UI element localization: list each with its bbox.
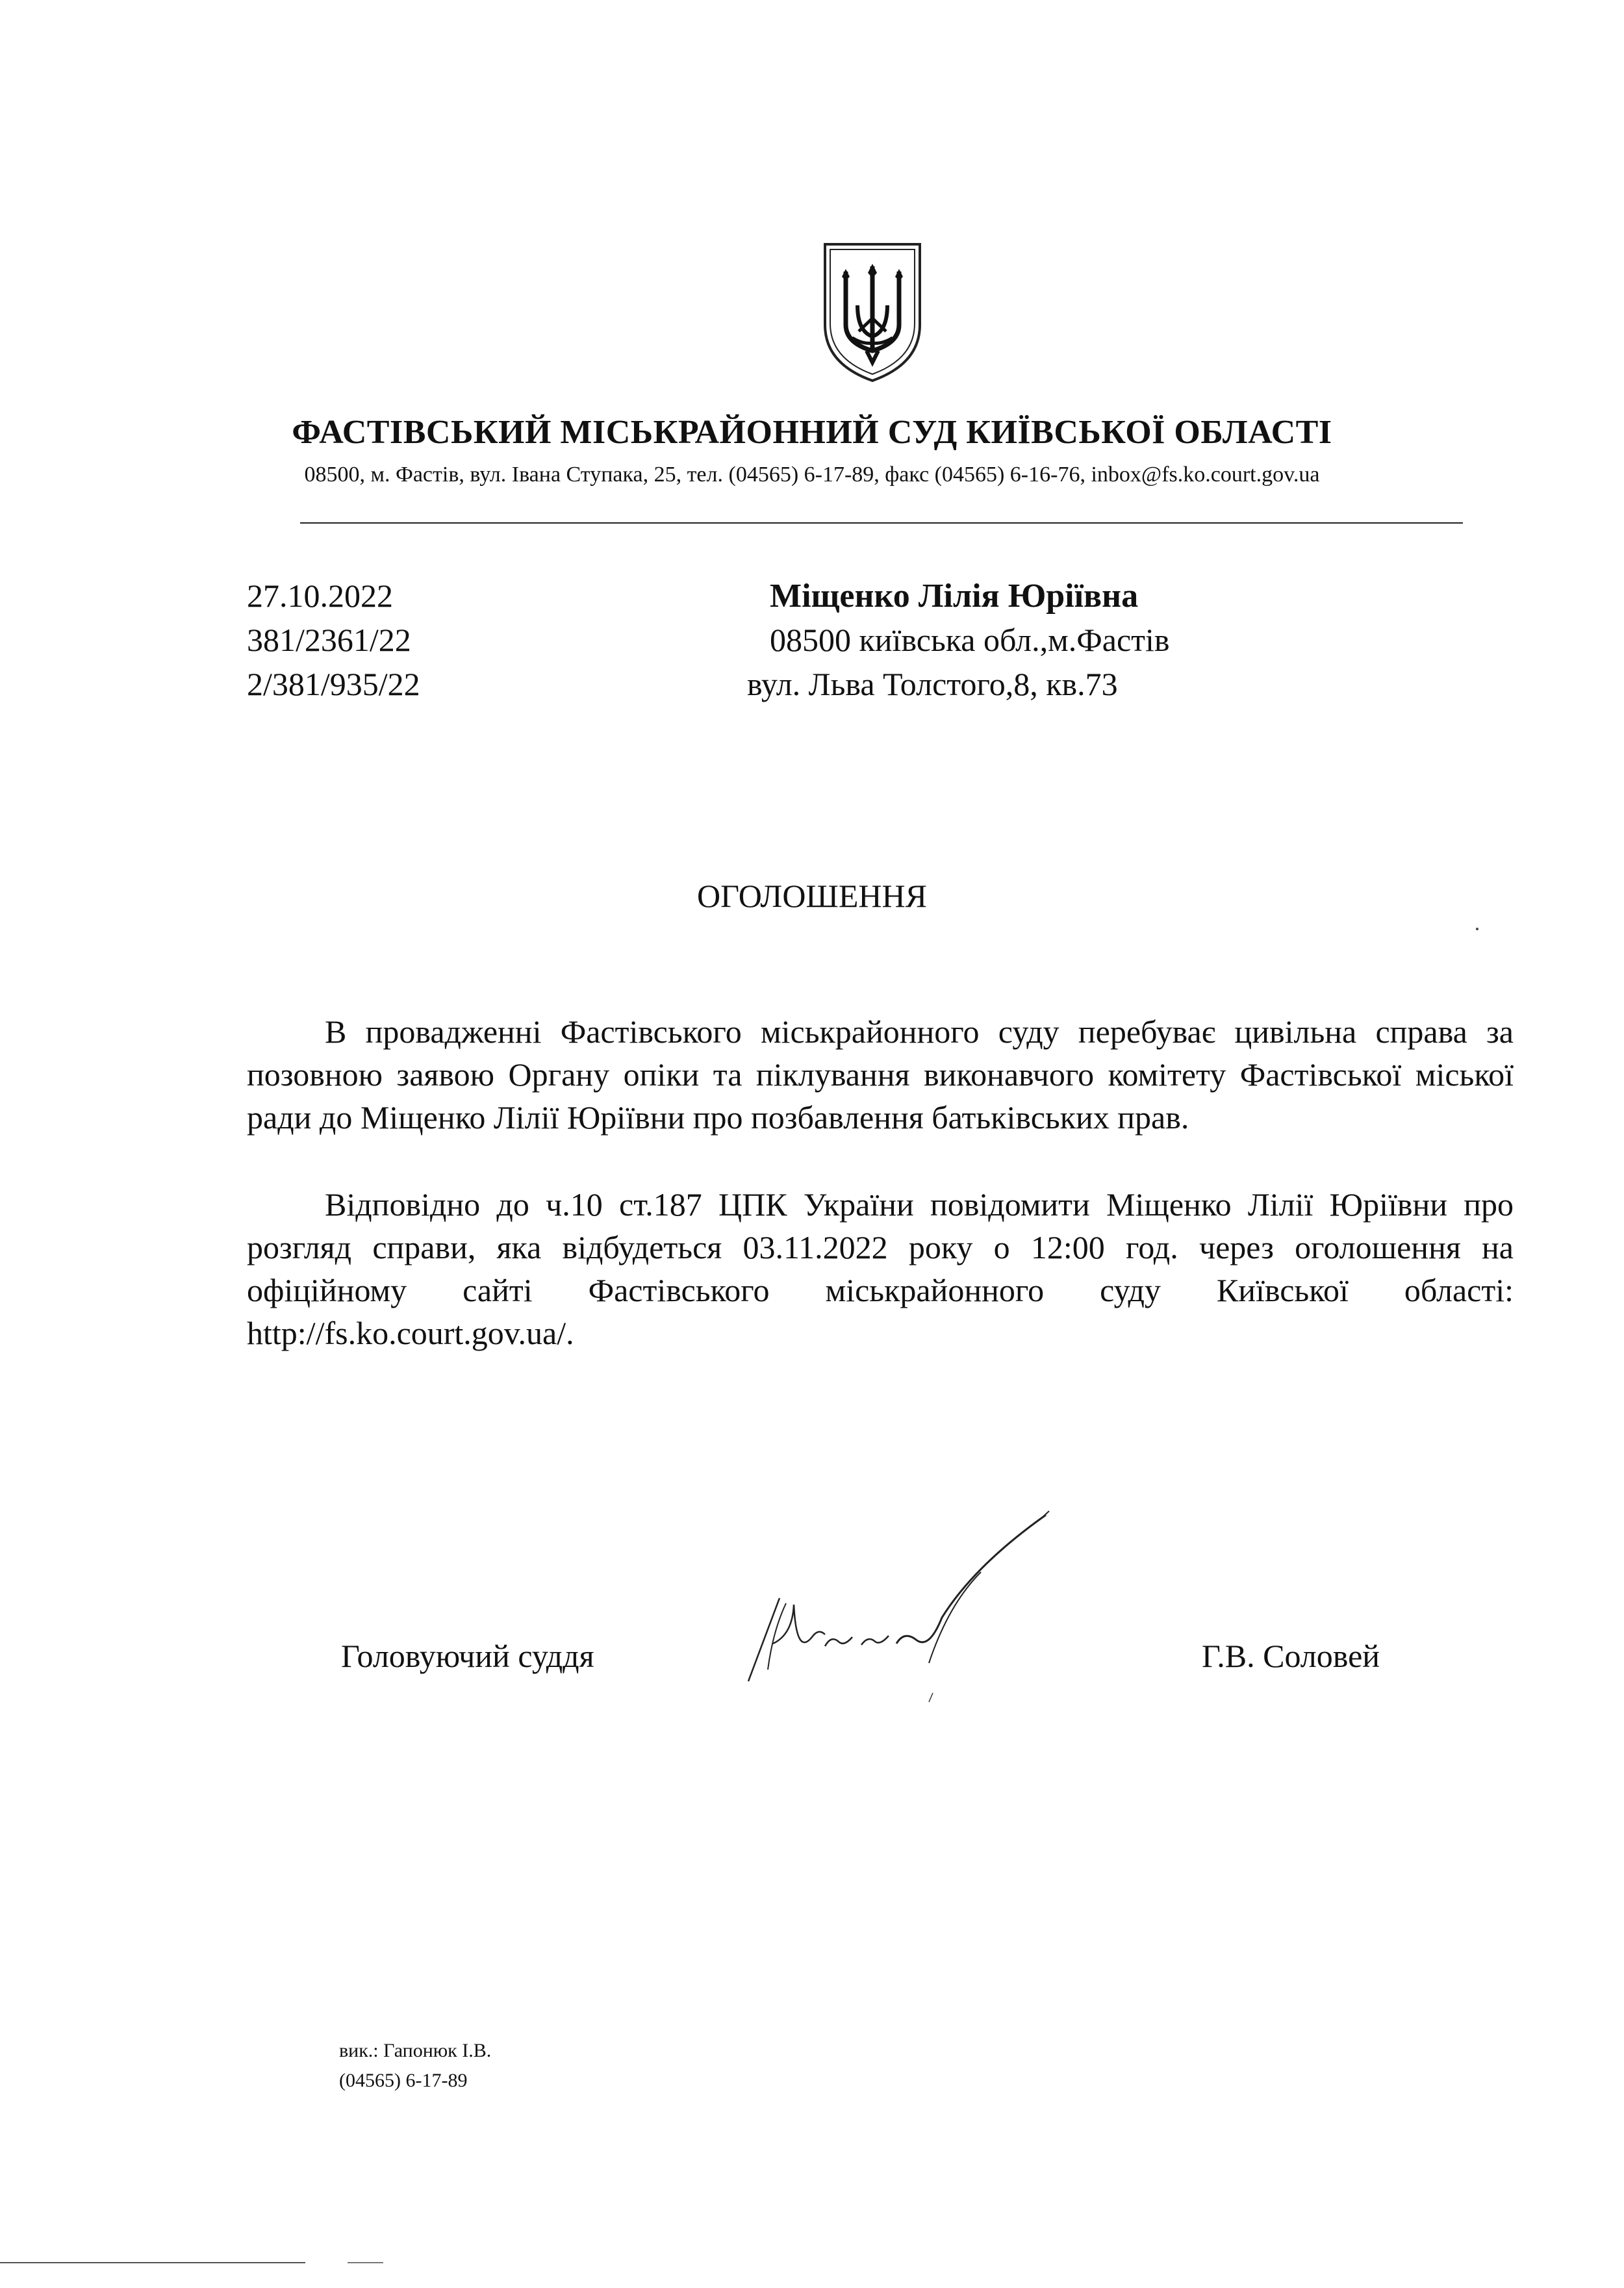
outgoing-number: 381/2361/22 [247, 622, 411, 658]
coat-of-arms-icon [820, 240, 925, 385]
scan-speck [1476, 928, 1478, 930]
header-divider [300, 522, 1463, 524]
signer-position: Головуючий суддя [341, 1638, 594, 1674]
footer-rule [0, 2262, 305, 2263]
announcement-title: ОГОЛОШЕННЯ [697, 878, 927, 914]
document-date: 27.10.2022 [247, 578, 393, 614]
recipient-address-line2: вул. Льва Толстого,8, кв.73 [747, 666, 1118, 702]
executor-name: вик.: Гапонюк І.В. [339, 2040, 492, 2061]
court-address: 08500, м. Фастів, вул. Івана Ступака, 25, тел. (04565) 6-17-89, факс (04565) 6-16-76, inbox@fs.ko.court.gov.ua [304, 463, 1320, 487]
court-name: ФАСТІВСЬКИЙ МІСЬКРАЙОННИЙ СУД КИЇВСЬКОЇ ОБЛАСТІ [292, 414, 1332, 451]
announcement-paragraph-2: Відповідно до ч.10 ст.187 ЦПК України повідомити Міщенко Лілії Юріївни про розгляд справи, яка відбудеться 03.11.2022 року о 12:00 год. через оголошення на офіційному сайті Фастівського міськрайонного суду Київської області: http://fs.ko.court.gov.ua/. [247, 1186, 1514, 1351]
scan-smudge [348, 2262, 383, 2263]
recipient-address-line1: 08500 київська обл.,м.Фастів [770, 622, 1170, 658]
handwritten-signature [734, 1507, 1098, 1722]
announcement-paragraph-1: В провадженні Фастівського міськрайонного суду перебуває цивільна справа за позовною заявою Органу опіки та піклування виконавчого комітету Фастівської міської ради до Міщенко Лілії Юріївни про позбавлення батьківських прав. [247, 1013, 1514, 1136]
signer-name: Г.В. Соловей [1202, 1638, 1380, 1674]
case-number: 2/381/935/22 [247, 666, 420, 702]
executor-phone: (04565) 6-17-89 [339, 2070, 468, 2091]
recipient-name: Міщенко Лілія Юріївна [770, 578, 1139, 615]
